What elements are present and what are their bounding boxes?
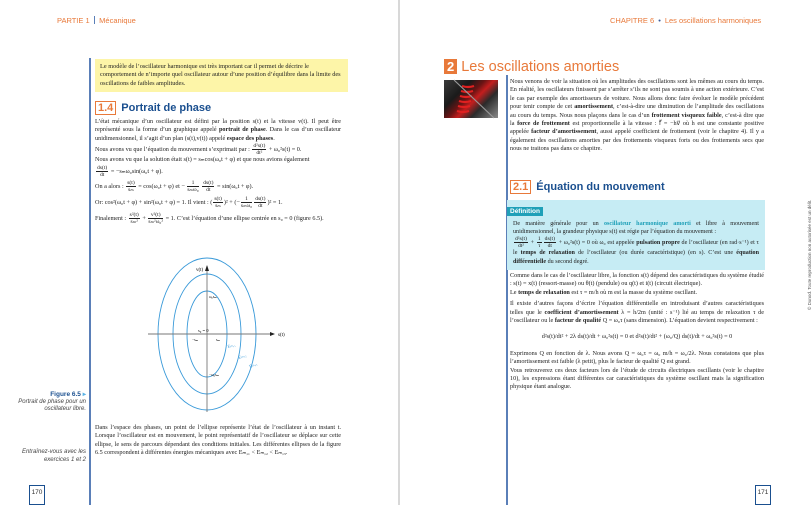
fraction: $\frac{1}{\text{sₘω₀}}$: [187, 179, 199, 193]
y-axis-label: v(t): [196, 268, 204, 273]
fraction: $\frac{ds(t)}{dt}$: [97, 164, 108, 178]
x-axis-arrow: [270, 332, 275, 336]
summary-callout: Le modèle de l’oscillateur harmonique est très important car il permet de décrire le comportement de n’importe quel oscillateur autour d’une position d’équilibre dans la limite des oscillations de faibles amplitudes.: [95, 59, 348, 92]
x-axis-label: s(t): [278, 333, 285, 338]
chapter-section-number: 2: [444, 59, 457, 74]
display-equation: d²s(t)/dt² + 2λ ds(t)/dt + ω₀²s(t) = 0 et d²s(t)/dt² + (ω₀/Q) ds(t)/dt + ω₀²s(t) = 0: [541, 333, 733, 341]
subsection-heading: [510, 180, 665, 194]
y-axis-arrow: [205, 265, 209, 271]
section-heading: [95, 101, 211, 115]
spring-graphic: [444, 80, 498, 118]
paragraph: L’état mécanique d’un oscillateur est défini par la position s(t) et la vitesse v(t). Il peut être représenté sous la forme d’un graphique appelé portrait de phase. Dans le cas d’un oscillateur unidimensionnel, il s’agit d’un plan (s(t),v(t)) appelé espace des phases.: [95, 118, 342, 142]
part-label: PARTIE 1: [57, 16, 90, 25]
fraction: $\frac{1}{\text{sₘω₀}}$: [240, 195, 253, 209]
equation-line: Nous avons vu que l’équation du mouvement s’exprimait par : $\frac{\text{d²s(t)}}{\text{dt²}}$ + ω₀²s(t) = 0.: [95, 143, 302, 157]
section-title: Portrait de phase: [121, 102, 212, 114]
fraction: $\frac{1}{\tau}$: [537, 236, 541, 250]
portrait-phase-text: [95, 118, 341, 225]
bullet-separator: •: [658, 16, 661, 25]
left-page: [0, 0, 398, 505]
paragraph: Vous retrouverez ces deux facteurs lors de l’étude de circuits électriques oscillants (voir le chapitre 10), les expressions étant différentes car caractéristiques du système oscillant mais la signification physique étant analogue.: [510, 366, 764, 391]
fraction: $\frac{\text{d²s(t)}}{\text{dt²}}$: [253, 143, 266, 157]
intro-text: Nous venons de voir la situation où les amplitudes des oscillations sont les mêmes au cours du temps. En réalité, les oscillateurs finissent par s’arrêter s’ils ne sont pas soumis à une action extérieure. C’est le cas par exemple des amortisseurs de voiture. Nous allons donc faire évoluer le modèle précédent pour tenir compte de cet amortissement, c’est-à-dire une diminution de l’amplitude des oscillations au cours du temps. Nous nous plaçons dans le cas d’un frottement visqueux faible, c’est-à dire que la force de frottement est proportionnelle à la vitesse : f⃗ = −hv⃗ où h est une constante positive appelée facteur d’amortissement, aussi appelé coefficient de frottement (voir le chapitre 4). Il y a également des oscillations amorties par des frottements visqueux forts ou des frottements secs que nous ne traitons pas dans ce chapitre.: [510, 78, 764, 153]
phase-portrait-figure: [140, 262, 300, 422]
origin-label: s₀ = 0: [198, 328, 209, 333]
section-number: 1.4: [95, 101, 116, 115]
exercise-note: Entraînez-vous avec les exercices 1 et 2: [21, 449, 86, 463]
fraction: $\frac{\text{s²(t)}}{\text{sₘ²}}$: [129, 211, 139, 225]
running-head-left: [57, 16, 136, 25]
figure-caption: [4, 391, 86, 414]
right-page: [400, 0, 812, 505]
paragraph: Comme dans le cas de l’oscillateur libre, la fonction s(t) dépend des caractéristiques du système étudié : s(t) = x(t) (ressort-masse) ou θ(t) (pendule) ou q(t) et i(t) (circuit électrique).: [510, 272, 764, 288]
chapter-label: CHAPITRE 6: [610, 16, 655, 25]
tick-pos-x: sₘ: [216, 338, 220, 342]
definition-label: Définition: [507, 207, 543, 216]
tick-neg-y: −ω₀sₘ: [209, 373, 219, 377]
equation-line: Or: cos²(ω₀t + φ) + sin²(ω₀t + φ) = 1. Il vient : ( $\frac{s(t)}{\text{sₘ}}$ )² + (− $\frac{1}{\text{sₘω₀}}$ $\frac{ds(t)}{dt}$ )² = 1.: [95, 195, 283, 209]
fraction: $\frac{\text{d²s(t)}}{\text{dt²}}$: [515, 236, 527, 250]
section-label: Mécanique: [99, 16, 136, 25]
equation-text: [510, 272, 764, 392]
paragraph: Le temps de relaxation est τ = m/h où m est la masse du système oscillant.: [510, 288, 698, 296]
equation-line: On a alors : $\frac{s(t)}{\text{sₘ}}$ = cos(ω₀t + φ) et − $\frac{1}{\text{sₘω₀}}$ $\frac{ds(t)}{dt}$ = sin(ω₀t + φ).: [95, 179, 254, 193]
tick-neg-x: −sₘ: [192, 338, 198, 342]
separator-bar: [94, 16, 96, 24]
subsection-title: Équation du mouvement: [536, 181, 665, 193]
fraction: $\frac{\text{v²(t)}}{\text{sₘ²ω₀²}}$: [148, 211, 164, 225]
page-number-left: 170: [29, 485, 45, 505]
definition-box: [507, 200, 765, 270]
running-head-right: [610, 16, 761, 25]
fraction: $\frac{ds(t)}{dt}$: [544, 236, 555, 250]
figure-label: Figure 6.5 ▸: [50, 391, 86, 398]
label-em2: Eₘ,₂: [237, 352, 247, 360]
copyright-notice: © Dunod. Toute reproduction non autorisée est un délit.: [807, 199, 812, 310]
paragraph: Exprimons Q en fonction de λ. Nous avons Q = ω₀τ = ω₀ m/h = ω₀/2λ. Nous constatons que plus l’amortissement est faible (λ petit), plus le facteur de qualité Q est grand.: [510, 349, 764, 366]
label-em1: Eₘ,₁: [226, 342, 237, 349]
fraction: $\frac{s(t)}{\text{sₘ}}$: [214, 195, 222, 209]
paragraph: Nous avons vu que la solution était s(t) = sₘcos(ω₀t + φ) et que nous avions également $\frac{ds(t)}{dt}$ = −sₘω₀sin(ω₀t + φ).: [95, 156, 310, 178]
margin-rule: [89, 58, 91, 505]
definition-text: De manière générale pour un oscillateur harmonique amorti et libre à mouvement unidimensionnel, la grandeur physique s(t) est régie par l’équation du mouvement : $\frac{\text{d²s(t)}}{\text{dt²}}$ + $\frac{1}{\tau}$ $\frac{ds(t)}{dt}$ + ω₀²s(t) = 0 où ω₀ est appelée pulsation propre de l’oscillateur (en rad·s⁻¹) et τ le temps de relaxation de l’oscillateur (ou durée caractéristique) (en s). C’est une équation différentielle du second degré.: [513, 221, 759, 265]
chapter-section-title: Les oscillations amorties: [461, 59, 620, 75]
tick-pos-y: ω₀sₘ: [209, 295, 217, 299]
fraction: $\frac{s(t)}{\text{sₘ}}$: [127, 179, 135, 193]
margin-rule: [506, 75, 508, 505]
fraction: $\frac{ds(t)}{dt}$: [203, 179, 214, 193]
shock-absorber-photo: [444, 80, 498, 118]
figure-caption-text: Portrait de phase pour un oscillateur libre.: [18, 398, 86, 412]
equation-line: Finalement : $\frac{\text{s²(t)}}{\text{sₘ²}}$ + $\frac{\text{v²(t)}}{\text{sₘ²ω₀²}}$ = 1. C’est l’équation d’une ellipse centrée en s₀ = 0 (figure 6.5).: [95, 211, 324, 225]
phase-space-text: Dans l’espace des phases, un point de l’ellipse représente l’état de l’oscillateur à un instant t. Lorsque l’oscillateur est en mouvement, le point représentatif de l’oscillateur se déplace sur cette ellipse, le sens de parcours dépendant des conditions initiales. Les différentes ellipses de la figure 6.5 correspondent à différentes énergies mécaniques avec Eₘ,₁ < Eₘ,₂ < Eₘ,₃.: [95, 424, 341, 457]
subsection-number: 2.1: [510, 180, 531, 194]
label-em3: Eₘ,₃: [248, 360, 258, 369]
paragraph: Il existe d’autres façons d’écrire l’équation différentielle en introduisant d’autres caractéristiques telles que le coefficient d’amortissement λ = h/2m (unité : s⁻¹) lié au temps de relaxation τ de l’oscillateur ou le facteur de qualité Q = ω₀τ (sans dimension). L’équation devient respectivement :: [510, 300, 764, 325]
page-number-right: 171: [755, 485, 771, 505]
chapter-section-heading: [444, 59, 619, 75]
chapter-title-label: Les oscillations harmoniques: [664, 16, 762, 25]
fraction: $\frac{ds(t)}{dt}$: [255, 195, 266, 209]
